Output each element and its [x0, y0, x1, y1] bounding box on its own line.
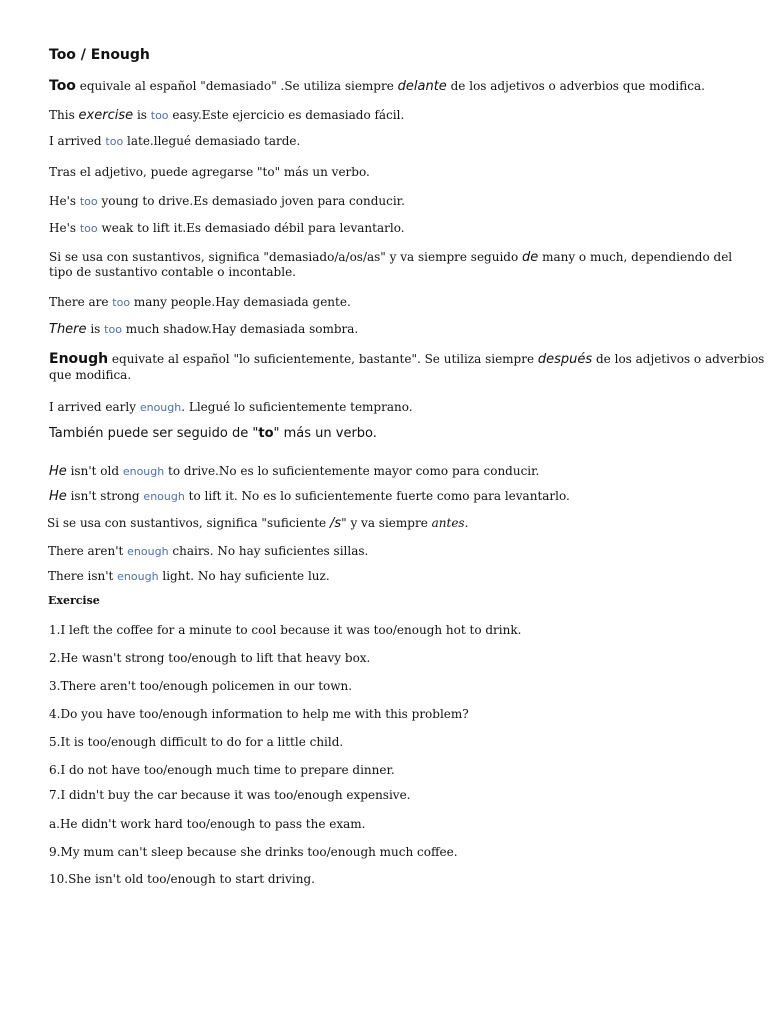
example-young — [49, 194, 405, 208]
too-term: Too — [49, 78, 76, 94]
too-definition-end: de los adjetivos o adverbios que modifica. — [446, 79, 705, 93]
exercise-item: a.He didn't work hard too/enough to pass the exam. — [49, 817, 366, 831]
example-text: is — [133, 108, 151, 122]
keyword-too: too — [112, 296, 131, 309]
exercise-item: 7.I didn't buy the car because it was too/enough expensive. — [49, 788, 411, 802]
example-strong — [49, 489, 570, 504]
enough-verb-note — [49, 426, 377, 441]
example-early — [49, 400, 413, 414]
example-text: light. No hay suficiente luz. — [158, 569, 330, 583]
example-subject: There — [49, 322, 87, 337]
too-verb-note: Tras el adjetivo, puede agregarse "to" más un verbo. — [49, 165, 370, 179]
example-text: weak to lift it.Es demasiado débil para levantarlo. — [97, 221, 405, 235]
note-emphasis: antes — [431, 516, 465, 530]
note-text: " y va siempre — [341, 516, 432, 530]
keyword-enough: enough — [122, 465, 165, 478]
keyword-enough: enough — [139, 401, 182, 414]
example-text: There aren't — [48, 544, 128, 558]
definition-text: equivate al español "lo suficientemente, bastante". Se utiliza siempre — [108, 352, 538, 366]
example-text: easy.Este ejercicio es demasiado fácil. — [168, 108, 405, 122]
example-late — [49, 134, 300, 148]
page-title: Too / Enough — [49, 47, 150, 63]
definition-text: de los adjetivos o adverbios — [592, 352, 765, 366]
exercise-item: 2.He wasn't strong too/enough to lift that heavy box. — [49, 651, 371, 665]
exercise-heading: Exercise — [48, 594, 100, 607]
keyword-too: too — [79, 222, 98, 235]
keyword-too: too — [150, 109, 169, 122]
example-text: This — [49, 108, 79, 122]
example-subject: exercise — [78, 108, 134, 123]
note-text: many o much, dependiendo del — [538, 250, 733, 264]
example-text: There are — [49, 295, 113, 309]
example-text: young to drive.Es demasiado joven para conducir. — [97, 194, 405, 208]
example-text: I arrived early — [49, 400, 140, 414]
exercise-item: 10.She isn't old too/enough to start driving. — [49, 872, 315, 886]
example-text: much shadow.Hay demasiada sombra. — [121, 322, 359, 336]
too-nouns-note — [49, 250, 732, 265]
example-text: There isn't — [48, 569, 118, 583]
too-definition — [49, 78, 705, 94]
example-weak — [49, 221, 405, 235]
enough-definition — [49, 351, 764, 367]
example-subject: He — [49, 489, 67, 504]
example-text: to lift it. No es lo suficientemente fuerte como para levantarlo. — [184, 489, 570, 503]
example-text: chairs. No hay suficientes sillas. — [168, 544, 369, 558]
example-old — [49, 464, 539, 479]
keyword-too: too — [79, 195, 98, 208]
too-emphasis: delante — [397, 79, 447, 94]
exercise-item: 3.There aren't too/enough policemen in our town. — [49, 679, 353, 693]
keyword-enough: enough — [127, 545, 169, 558]
exercise-item: 9.My mum can't sleep because she drinks too/enough much coffee. — [49, 845, 458, 859]
too-nouns-note-line2: tipo de sustantivo contable o incontable. — [49, 265, 296, 279]
enough-term: Enough — [49, 351, 109, 367]
keyword-enough: enough — [117, 570, 159, 583]
example-text: He's — [49, 221, 80, 235]
keyword-too: too — [104, 323, 122, 336]
enough-emphasis: después — [537, 352, 593, 367]
example-easy — [49, 108, 404, 123]
enough-definition-line2: que modifica. — [49, 368, 132, 382]
example-subject: He — [49, 464, 67, 479]
example-text: . Llegué lo suficientemente temprano. — [181, 400, 413, 414]
example-shadow — [49, 322, 358, 337]
exercise-item: 6.I do not have too/enough much time to prepare dinner. — [49, 763, 395, 777]
example-text: late.llegué demasiado tarde. — [123, 134, 301, 148]
note-text: Si se usa con sustantivos, significa "suficiente — [47, 516, 330, 530]
too-definition-text: equivale al español "demasiado" .Se utiliza siempre — [75, 79, 398, 93]
example-text: He's — [49, 194, 80, 208]
example-text: to drive.No es lo suficientemente mayor como para conducir. — [164, 464, 540, 478]
example-people — [49, 295, 351, 309]
note-text: . — [464, 516, 469, 530]
enough-nouns-note — [47, 516, 468, 531]
note-text: Si se usa con sustantivos, significa "demasiado/a/os/as" y va siempre seguido — [49, 250, 523, 264]
note-emphasis: de — [522, 250, 539, 265]
example-text: isn't strong — [66, 489, 144, 503]
exercise-item: 5.It is too/enough difficult to do for a little child. — [49, 735, 344, 749]
keyword-too: too — [105, 135, 124, 148]
example-text: is — [86, 322, 105, 336]
note-text: " más un verbo. — [273, 426, 377, 441]
example-chairs — [48, 544, 368, 558]
example-text: many people.Hay demasiada gente. — [130, 295, 351, 309]
example-text: I arrived — [49, 134, 106, 148]
example-light — [48, 569, 330, 583]
exercise-item: 1.I left the coffee for a minute to cool because it was too/enough hot to drink. — [49, 623, 522, 637]
example-text: isn't old — [66, 464, 123, 478]
note-keyword: to — [258, 426, 274, 441]
note-emphasis: /s — [329, 516, 342, 531]
exercise-item: 4.Do you have too/enough information to help me with this problem? — [49, 707, 469, 721]
keyword-enough: enough — [143, 490, 185, 503]
note-text: También puede ser seguido de " — [49, 426, 259, 441]
